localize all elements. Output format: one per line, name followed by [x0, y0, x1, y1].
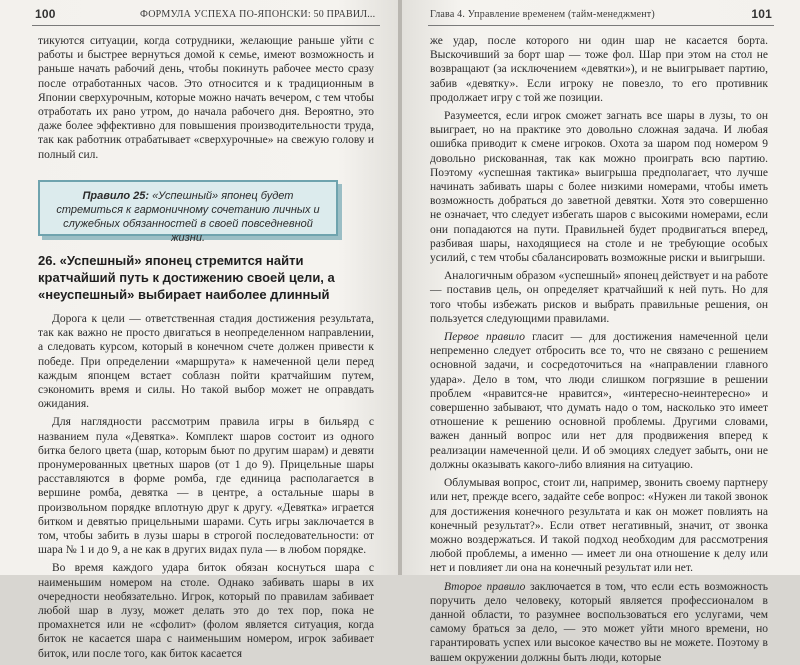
running-title: ФОРМУЛА УСПЕХА ПО-ЯПОНСКИ: 50 ПРАВИЛ... — [140, 9, 376, 20]
rule-text: гласит — для достижения намеченной цели непременно следует отбросить все то, что не связано с решением основной задачи, и сосредоточиться на «направлении главного удара». Дело в том, что люди слишком погрязшие в решении проблем «нравится-не нравится», «интересно-неинтересно» и совершенно забывают, что думать надо о том, насколько это имеет отношение к решению основной проблемы. Другими словами, важен данный вопрос или нет для продвижения вперед к реализации намеченной цели. И об эмоциях следует забыть, они не должны оказывать какого-либо влияния на ситуацию. — [430, 331, 768, 471]
section-heading: 26. «Успешный» японец стремится найти кратчайший путь к достижению своей цели, а «неуспешный» выбирает наиболее длинный — [38, 253, 335, 302]
paragraph-first-rule — [430, 330, 768, 472]
right-page — [402, 0, 800, 664]
left-body-text — [38, 312, 374, 661]
rule-text: «Успешный» японец будет стремиться к гармоничному сочетанию личных и служебных обязанностей в своей повседневной жизни. — [56, 190, 320, 244]
rule-label: Второе правило — [444, 580, 526, 593]
left-top-text — [38, 34, 374, 162]
paragraph: Для наглядности рассмотрим правила игры в бильярд с названием пула «Девятка». Комплект шаров состоит из одного битка белого цвета (шар, которым бьют по другим шарам) и девяти пронумерованных цветных шаров (от 1 до 9). Прицельные шары расставляются в форме ромба, где единица располагается в вершине ромба, девятка — в центре, а остальные шары в произвольном порядке вплотную друг к другу. «Девятка» играется битком и девятью прицельными шарами. Суть игры заключается в том, чтобы забить в лузы шары в строгой последовательности: от шара № 1 и до 9, а не как в других видах пула — в любом порядке. — [38, 416, 374, 557]
paragraph: же удар, после которого ни один шар не касается борта. Выскочивший за борт шар — тоже фол. Шар при этом на стол не возвращают (за исключением «девятки»), и не выигрывает партию, забив «девятку». Если игроку не повезло, то его противник продолжает игру с той же позиции. — [430, 35, 768, 104]
right-body-text — [430, 34, 768, 665]
page-number: 101 — [751, 7, 772, 21]
paragraph: Разумеется, если игрок сможет загнать все шары в лузы, то он выиграет, но на практике это довольно сложная задача. И любая ошибка приводит к смене игроков. Охота за шаром под номером 9 довольно рискованная, так как можно проиграть всю партию. Поэтому «успешная тактика» выигрыша предполагает, что лучше начинать забивать шары с более низкими номерами, чтобы иметь возможность добраться до заветной девятки. Хотя это совершенно не означает, что следует избегать шаров с высокими номерами, если они попадаются на пути. Правильней будет продвигаться вперед, разбивая шары, находящиеся на столе и не требующие особых усилий, с тем чтобы сбалансировать возможные риски и выигрыши. — [430, 110, 768, 265]
rule-label: Правило 25: — [82, 190, 149, 202]
paragraph-second-rule — [430, 580, 768, 665]
left-page — [0, 0, 398, 660]
running-title: Глава 4. Управление временем (тайм-менеджмент) — [430, 9, 655, 20]
paragraph: Аналогичным образом «успешный» японец действует и на работе — поставив цель, он определяет кратчайший к ней путь. Но для того чтобы избежать рисков и выбрать правильные решения, он пользуется следующими правилами. — [430, 270, 768, 325]
paragraph: тикуются ситуации, когда сотрудники, желающие раньше уйти с работы и быстрее вернуться домой к семье, имеют возможность и раньше начать рабочий день, чтобы покинуть рабочее место сразу после отработанных часов. Это относится и к традиционным в Японии сверхурочным, которые можно начать вечером, с тем чтобы отработать их рано утром, до начала рабочего дня. Вероятно, это даже более эффективно для повышения производительности труда, так как работник отрабатывает «сверхурочные» на свежую голову и полный сил. — [38, 35, 374, 161]
left-running-head — [0, 7, 398, 27]
rule-callout-box — [38, 180, 338, 244]
rule-label: Первое правило — [444, 331, 525, 344]
header-rule — [428, 25, 774, 26]
header-rule — [32, 25, 380, 26]
paragraph: Облумывая вопрос, стоит ли, например, звонить своему партнеру или нет, прежде всего, задайте себе вопрос: «Нужен ли такой звонок для достижения конечного результата и как он может повлиять на конечный результат?». Если ответ негативный, значит, от звонка можно воздержаться. И такой подход необходим для рассмотрения любой проблемы, а именно — имеет ли она отношение к делу или нет и повлияет ли она на конечный результат или нет. — [430, 477, 768, 575]
paragraph: Во время каждого удара биток обязан коснуться шара с наименьшим номером на столе. Однако забивать шары в их очередности необязательно. Игрок, который по правилам забивает любой шар в лузу, может делать это до тех пор, пока не промахнется или не «сфолит» (фолом является ситуация, когда биток не касается шара с наименьшим номером, игрок забивает биток, или после того, как биток касается — [38, 562, 374, 660]
rule-text: заключается в том, что если есть возможность поручить дело человеку, который является профессионалом в данной области, то разумнее воспользоваться его услугами, чем самому браться за дело, — это может уйти много времени, но гарантировать успех или высокое качество вы не можете. Поэтому в вашем окружении должны быть люди, которые — [430, 580, 768, 664]
right-running-head — [402, 7, 800, 27]
page-number: 100 — [35, 7, 56, 21]
paragraph: Дорога к цели — ответственная стадия достижения результата, так как важно не просто двигаться в неопределенном направлении, а следовать курсом, который в конечном счете должен привести к победе. При определении «маршрута» к намеченной цели перед каждым японцем встает соблазн пойти кратчайшим путем, сэкономить время и силы. Но такой выбор может не оправдать ожидания. — [38, 313, 374, 411]
